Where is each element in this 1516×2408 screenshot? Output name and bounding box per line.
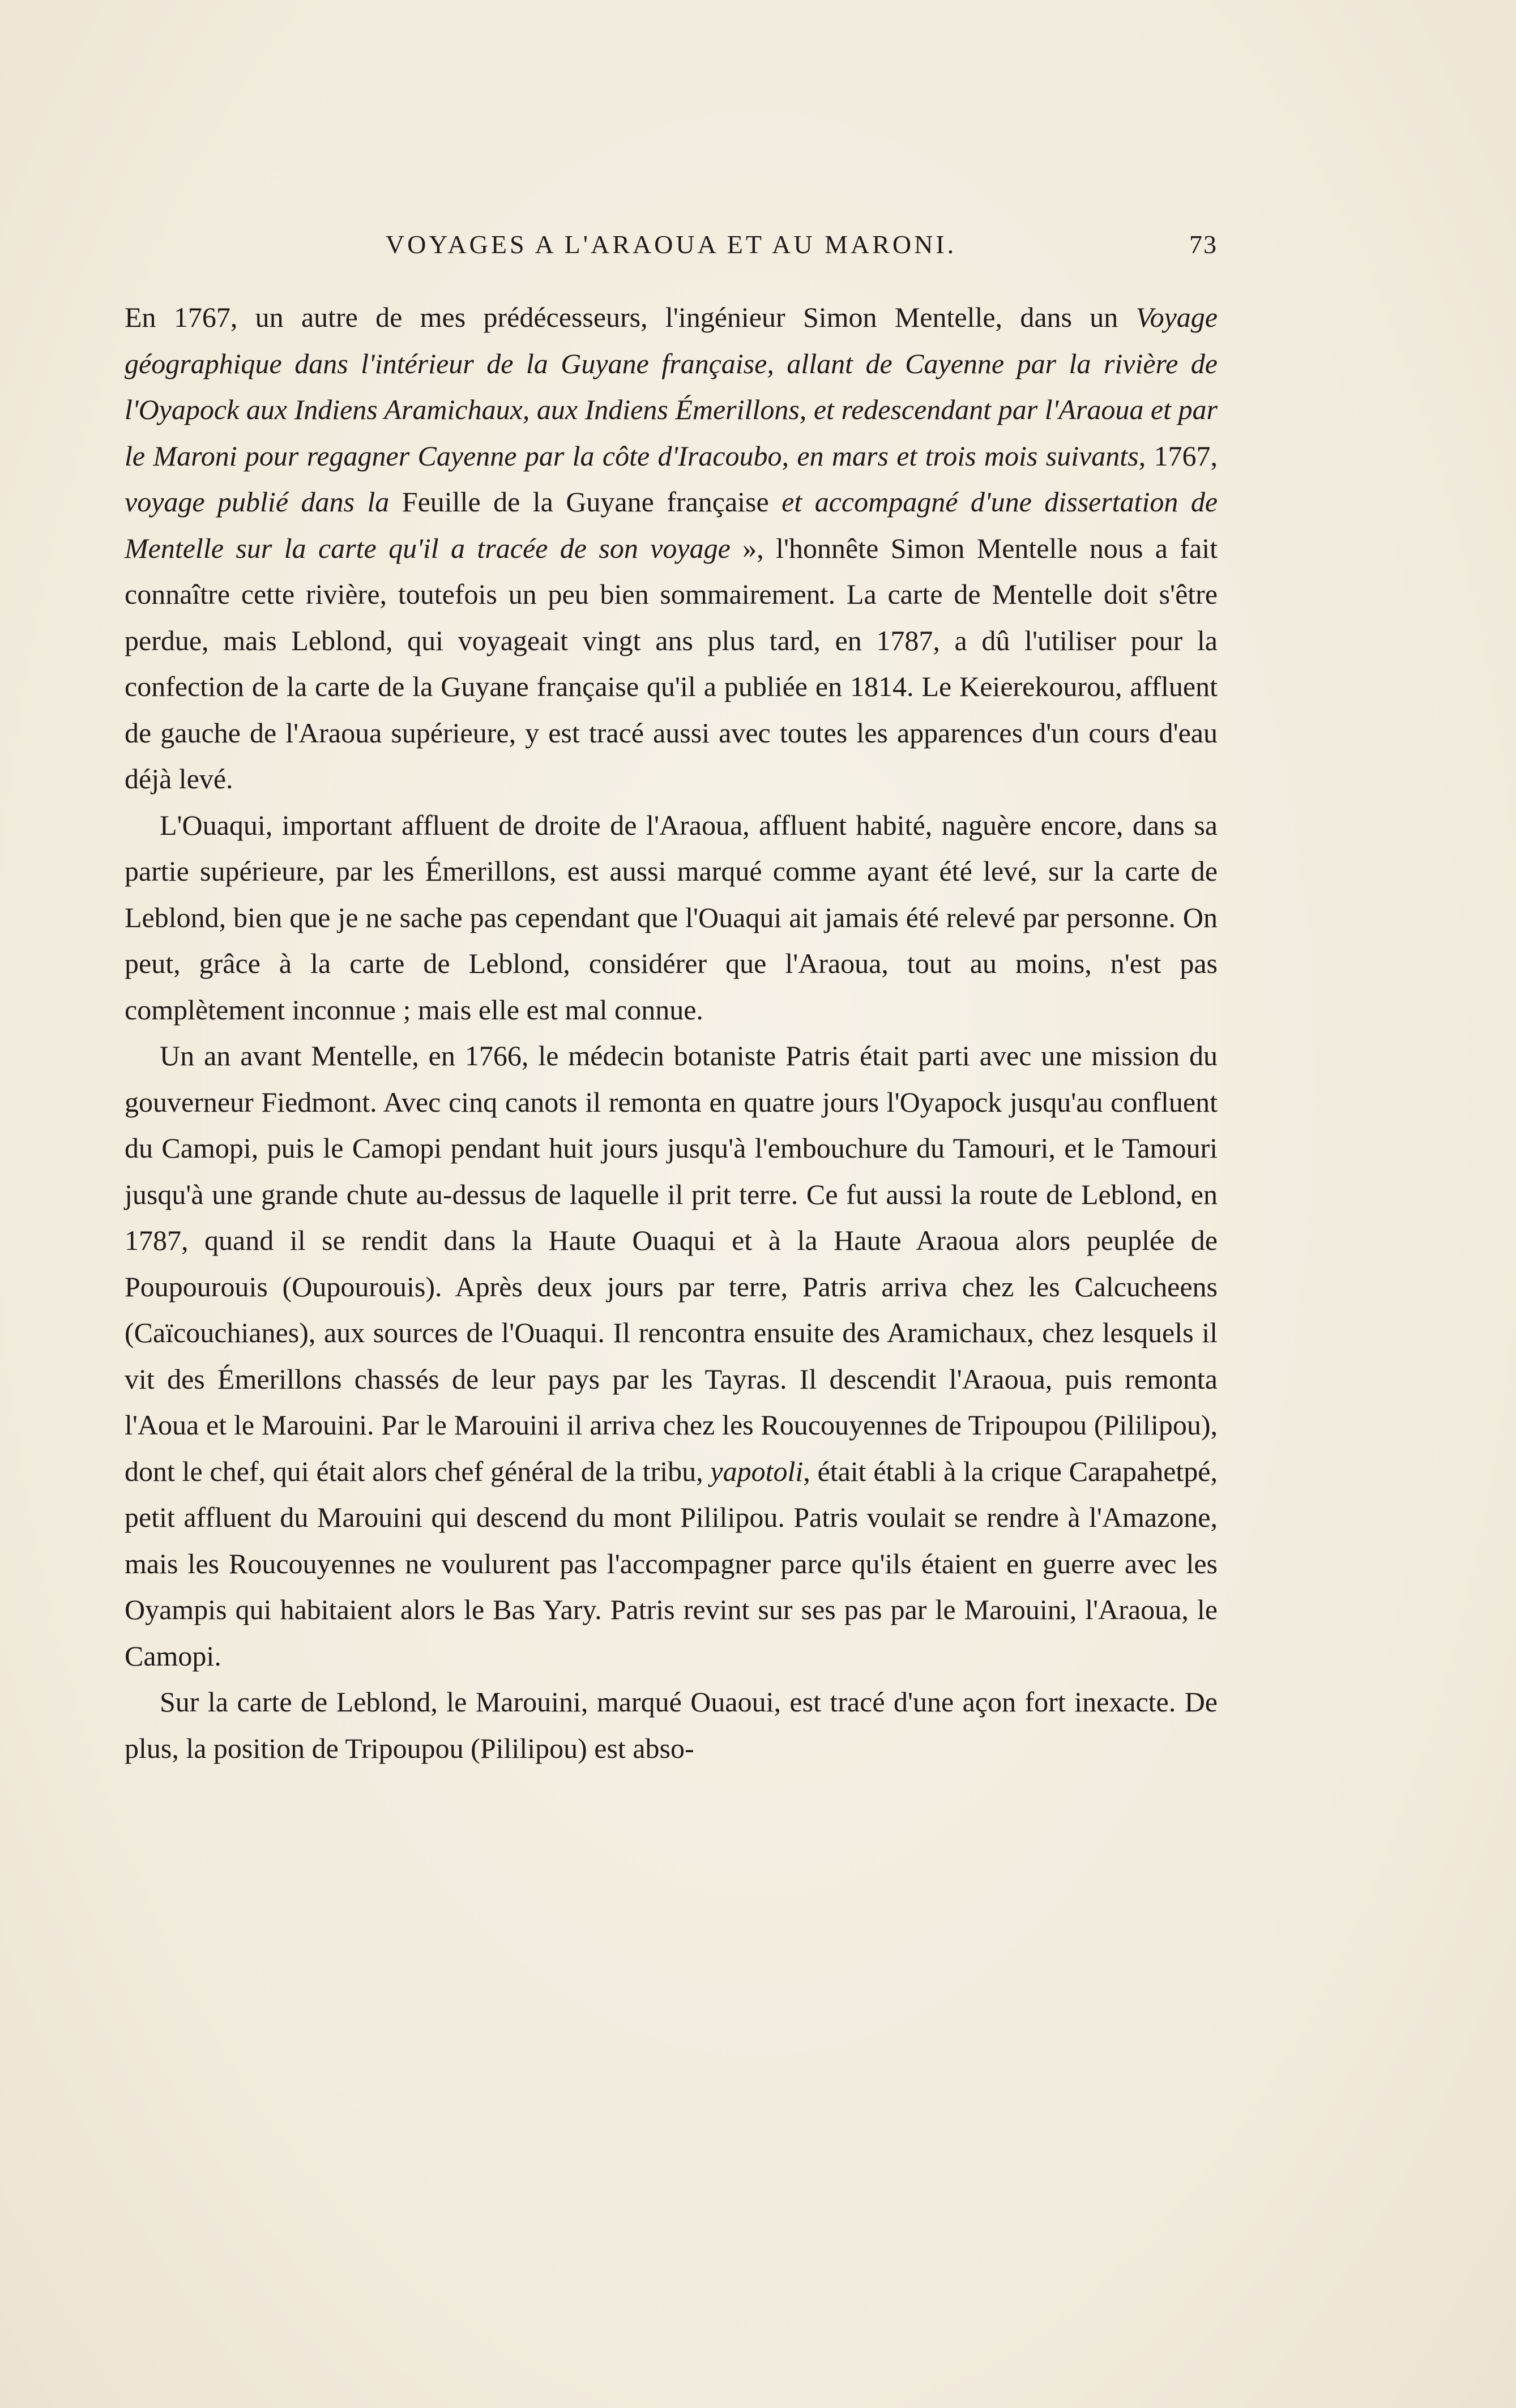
italic-title-segment: Voyage géographique dans l'intérieur de la Guyane française, allant de Cayenne par la rivière de l'Oyapock aux Indiens Aramichaux, aux Indiens Émerillons, et redescendant par l'Araoua et par le Maroni pour regagner Cayenne par la côte d'Iracoubo, en mars et trois mois suivants, bbox=[125, 301, 1218, 472]
paragraph-3 bbox=[125, 1033, 1218, 1679]
text-segment: 1767, bbox=[1146, 439, 1218, 472]
paragraph-1 bbox=[125, 294, 1218, 802]
running-head bbox=[125, 229, 1218, 269]
text-segment: Feuille de la Guyane française bbox=[389, 486, 782, 518]
text-segment: En 1767, un autre de mes prédécesseurs, l'ingénieur Simon Mentelle, dans un bbox=[125, 301, 1136, 333]
text-segment: », l'honnête Simon Mentelle nous a fait connaître cette rivière, toutefois un peu bien sommairement. La carte de Mentelle doit s'être perdue, mais Leblond, qui voyageait vingt ans plus tard, en 1787, a dû l'utiliser pour la confection de la carte de la Guyane française qu'il a publiée en 1814. Le Keierekourou, affluent de gauche de l'Araoua supérieure, y est tracé aussi avec toutes les apparences d'un cours d'eau déjà levé. bbox=[125, 532, 1218, 795]
text-segment: , était établi à la crique Carapahetpé, petit affluent du Marouini qui descend du mont Pililipou. Patris voulait se rendre à l'Amazone, mais les Roucouyennes ne voulurent pas l'accompagner parce qu'ils étaient en guerre avec les Oyampis qui habitaient alors le Bas Yary. Patris revint sur ses pas par le Marouini, l'Araoua, le Camopi. bbox=[125, 1455, 1218, 1672]
text-segment: Sur la carte de Leblond, le Marouini, marqué Ouaoui, est tracé d'une açon fort inexacte. De plus, la position de Tripoupou (Pililipou) est abso- bbox=[125, 1686, 1218, 1764]
page-number: 73 bbox=[1189, 230, 1218, 259]
text-segment: L'Ouaqui, important affluent de droite de l'Araoua, affluent habité, naguère encore, dans sa partie supérieure, par les Émerillons, est aussi marqué comme ayant été levé, sur la carte de Leblond, bien que je ne sache pas cependant que l'Ouaqui ait jamais été relevé par personne. On peut, grâce à la carte de Leblond, considérer que l'Araoua, tout au moins, n'est pas complètement inconnue ; mais elle est mal connue. bbox=[125, 809, 1218, 1026]
italic-segment: et accompagné d'une dissertation de Mentelle sur la carte qu'il a tracée de son voyage bbox=[125, 486, 1218, 564]
italic-segment: voyage publié dans la bbox=[125, 486, 390, 518]
running-title: VOYAGES A L'ARAOUA ET AU MARONI. bbox=[385, 230, 957, 259]
paragraph-4 bbox=[125, 1679, 1218, 1771]
paragraph-2 bbox=[125, 802, 1218, 1034]
text-segment: Un an avant Mentelle, en 1766, le médecin botaniste Patris était parti avec une mission du gouverneur Fiedmont. Avec cinq canots il remonta en quatre jours l'Oyapock jusqu'au confluent du Camopi, puis le Camopi pendant huit jours jusqu'à l'embouchure du Tamouri, et le Tamouri jusqu'à une grande chute au-dessus de laquelle il prit terre. Ce fut aussi la route de Leblond, en 1787, quand il se rendit dans la Haute Ouaqui et à la Haute Araoua alors peuplée de Poupourouis (Oupourouis). Après deux jours par terre, Patris arriva chez les Calcucheens (Caïcouchianes), aux sources de l'Ouaqui. Il rencontra ensuite des Aramichaux, chez lesquels il vit des Émerillons chassés de leur pays par les Tayras. Il descendit l'Araoua, puis remonta l'Aoua et le Marouini. Par le Marouini il arriva chez les Roucouyennes de Tripoupou (Pililipou), dont le chef, qui était alors chef général de la tribu, bbox=[125, 1040, 1218, 1487]
body-text bbox=[125, 294, 1218, 1771]
italic-term-segment: yapotoli bbox=[710, 1455, 804, 1487]
